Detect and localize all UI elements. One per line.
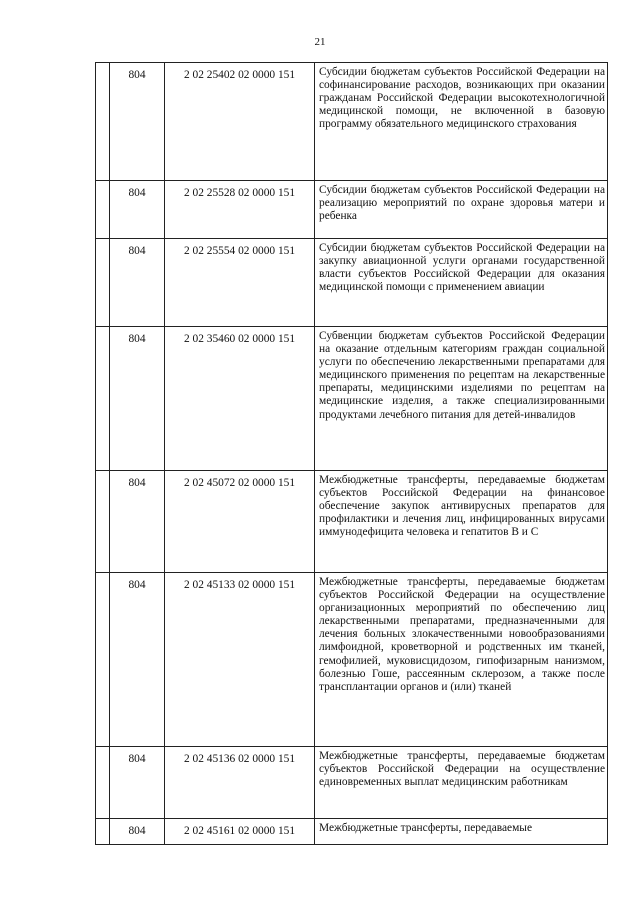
admin-code-cell: 804	[110, 819, 165, 845]
revenue-name-cell: Межбюджетные трансферты, передаваемые	[315, 819, 608, 845]
admin-code-cell: 804	[110, 471, 165, 573]
page-number: 21	[314, 36, 326, 48]
table-row	[96, 819, 608, 845]
admin-code-cell: 804	[110, 747, 165, 819]
admin-code-cell: 804	[110, 573, 165, 747]
admin-code-cell: 804	[110, 63, 165, 181]
table-row	[96, 327, 608, 471]
admin-code-cell: 804	[110, 239, 165, 327]
table-row	[96, 573, 608, 747]
budget-code-cell: 2 02 25402 02 0000 151	[165, 63, 315, 181]
budget-code-cell: 2 02 45133 02 0000 151	[165, 573, 315, 747]
blank-cell	[96, 63, 110, 181]
table-row	[96, 239, 608, 327]
blank-cell	[96, 471, 110, 573]
table-row	[96, 181, 608, 239]
budget-code-cell: 2 02 35460 02 0000 151	[165, 327, 315, 471]
revenue-name-cell: Субвенции бюджетам субъектов Российской Федерации на оказание отдельным категориям граждан социальной услуги по обеспечению лекарственными препаратами для медицинского применения по рецептам на лекарственные препараты, медицинскими изделиями по рецептам на медицинские изделия, а также специализированными продуктами лечебного питания для детей-инвалидов	[315, 327, 608, 471]
blank-cell	[96, 573, 110, 747]
budget-code-cell: 2 02 45161 02 0000 151	[165, 819, 315, 845]
revenue-name-cell: Субсидии бюджетам субъектов Российской Федерации на софинансирование расходов, возникающих при оказании гражданам Российской Федерации высокотехнологичной медицинской помощи, не включенной в базовую программу обязательного медицинского страхования	[315, 63, 608, 181]
budget-code-cell: 2 02 45136 02 0000 151	[165, 747, 315, 819]
budget-revenue-table	[95, 62, 608, 845]
revenue-name-cell: Межбюджетные трансферты, передаваемые бюджетам субъектов Российской Федерации на финансовое обеспечение закупок антивирусных препаратов для профилактики и лечения лиц, инфицированных вирусами иммунодефицита человека и гепатитов В и С	[315, 471, 608, 573]
blank-cell	[96, 747, 110, 819]
budget-code-cell: 2 02 45072 02 0000 151	[165, 471, 315, 573]
revenue-name-cell: Межбюджетные трансферты, передаваемые бюджетам субъектов Российской Федерации на осуществление единовременных выплат медицинским работникам	[315, 747, 608, 819]
revenue-name-cell: Субсидии бюджетам субъектов Российской Федерации на закупку авиационной услуги органами государственной власти субъектов Российской Федерации для оказания медицинской помощи с применением авиации	[315, 239, 608, 327]
table-row	[96, 63, 608, 181]
revenue-name-cell: Межбюджетные трансферты, передаваемые бюджетам субъектов Российской Федерации на осуществление организационных мероприятий по обеспечению лиц лекарственными препаратами, предназначенными для лечения больных злокачественными новообразованиями лимфоидной, кроветворной и родственных им тканей, гемофилией, муковисцидозом, гипофизарным нанизмом, болезнью Гоше, рассеянным склерозом, а также после трансплантации органов и (или) тканей	[315, 573, 608, 747]
blank-cell	[96, 239, 110, 327]
table-row	[96, 471, 608, 573]
budget-code-cell: 2 02 25554 02 0000 151	[165, 239, 315, 327]
blank-cell	[96, 327, 110, 471]
blank-cell	[96, 181, 110, 239]
table-row	[96, 747, 608, 819]
admin-code-cell: 804	[110, 327, 165, 471]
admin-code-cell: 804	[110, 181, 165, 239]
revenue-name-cell: Субсидии бюджетам субъектов Российской Федерации на реализацию мероприятий по охране здоровья матери и ребенка	[315, 181, 608, 239]
budget-code-cell: 2 02 25528 02 0000 151	[165, 181, 315, 239]
blank-cell	[96, 819, 110, 845]
